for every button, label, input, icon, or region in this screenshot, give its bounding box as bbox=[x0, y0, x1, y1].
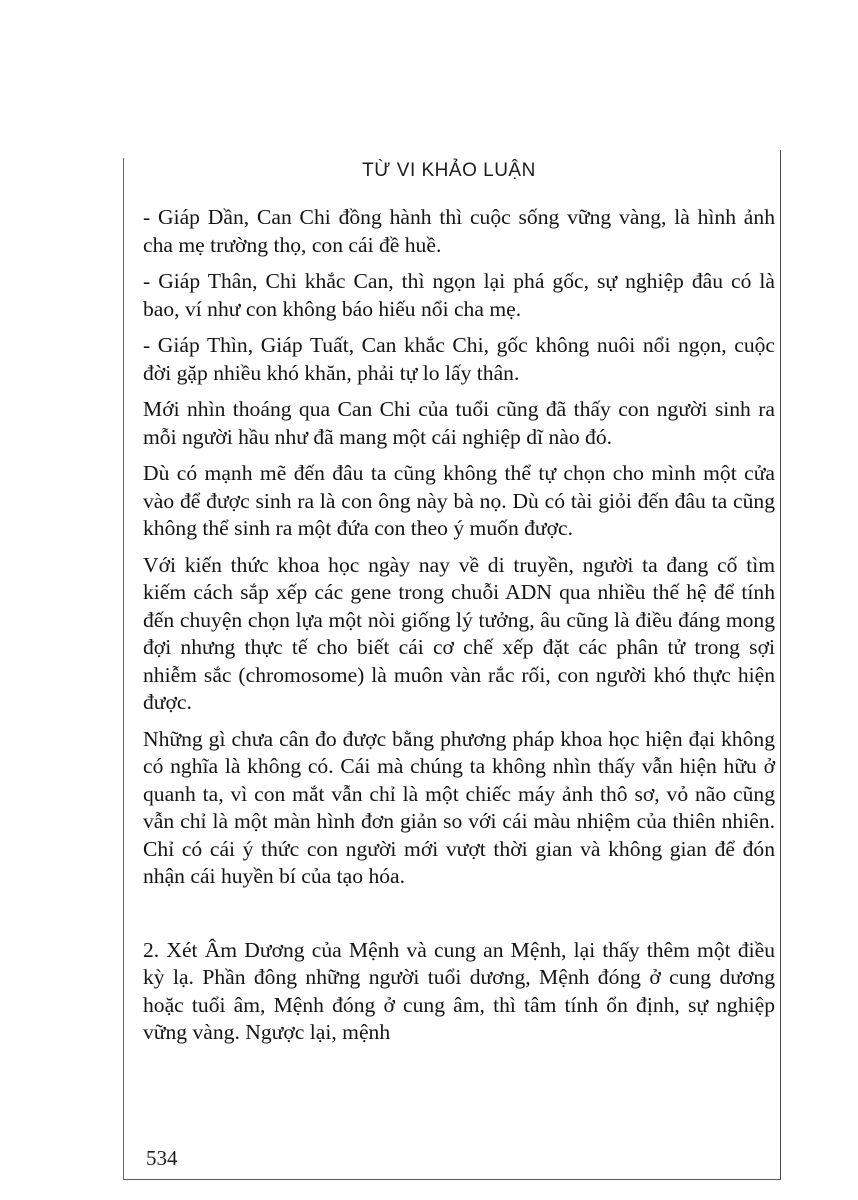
running-head: TỪ VI KHẢO LUẬN bbox=[362, 160, 536, 181]
body-paragraph: Dù có mạnh mẽ đến đâu ta cũng không thể tự chọn cho mình một cửa vào để được sinh ra là con ông này bà nọ. Dù có tài giỏi đến đâu ta cũng không thể sinh ra một đứa con theo ý muốn được. bbox=[143, 461, 775, 540]
body-paragraph: Với kiến thức khoa học ngày nay về di truyền, người ta đang cố tìm kiếm cách sắp xếp các gene trong chuỗi ADN qua nhiều thế hệ để tính đến chuyện chọn lựa một nòi giống lý tưởng, âu cũng là điều đáng mong đợi nhưng thực tế cho biết cái cơ chế xếp đặt các phân tử trong sợi nhiễm sắc (chromosome) là muôn vàn rắc rối, con người khó thực hiện được. bbox=[143, 552, 775, 714]
bullet-paragraph-giap-than: - Giáp Thân, Chi khắc Can, thì ngọn lại phá gốc, sự nghiệp đâu có là bao, ví như con không báo hiếu nổi cha mẹ. bbox=[143, 269, 775, 321]
body-paragraph: Những gì chưa cân đo được bằng phương pháp khoa học hiện đại không có nghĩa là không có. Cái mà chúng ta không nhìn thấy vẫn hiện hữu ở quanh ta, vì con mắt vẫn chỉ là một chiếc máy ảnh thô sơ, vỏ não cũng vẫn chỉ là một màn hình đơn giản so với cái màu nhiệm của thiên nhiên. Chỉ có cái ý thức con người mới vượt thời gian và không gian để đón nhận cái huyền bí của tạo hóa. bbox=[143, 726, 775, 888]
page-body bbox=[143, 204, 775, 1056]
bullet-paragraph-giap-thin-tuat: - Giáp Thìn, Giáp Tuất, Can khắc Chi, gốc không nuôi nổi ngọn, cuộc đời gặp nhiều khó khăn, phải tự lo lấy thân. bbox=[143, 333, 775, 385]
section-2-paragraph: 2. Xét Âm Dương của Mệnh và cung an Mệnh, lại thấy thêm một điều kỳ lạ. Phần đông những người tuổi dương, Mệnh đóng ở cung dương hoặc tuổi âm, Mệnh đóng ở cung âm, thì tâm tính ổn định, sự nghiệp vững vàng. Ngược lại, mệnh bbox=[143, 937, 775, 1044]
bullet-paragraph-giap-dan: - Giáp Dần, Can Chi đồng hành thì cuộc sống vững vàng, là hình ảnh cha mẹ trường thọ, con cái đề huề. bbox=[143, 205, 775, 257]
page-number: 534 bbox=[146, 1146, 178, 1170]
body-paragraph: Mới nhìn thoáng qua Can Chi của tuổi cũng đã thấy con người sinh ra mỗi người hầu như đã mang một cái nghiệp dĩ nào đó. bbox=[143, 397, 775, 449]
